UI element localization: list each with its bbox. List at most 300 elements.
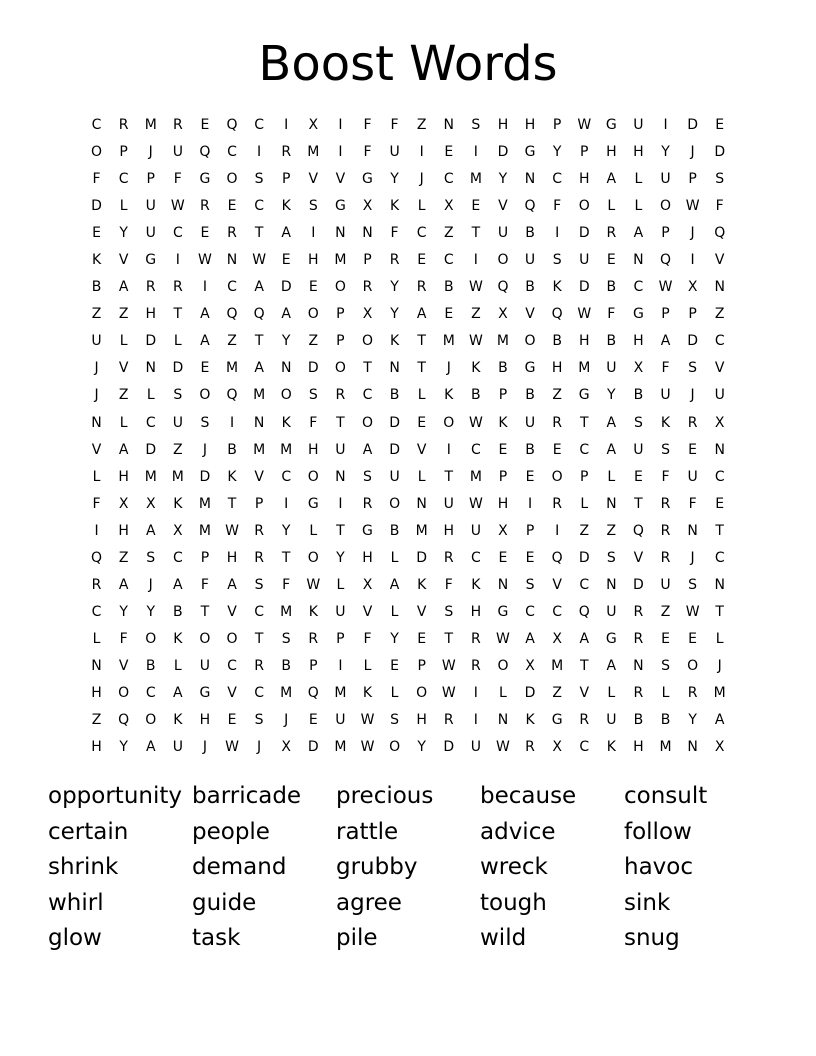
grid-letter: W [441, 657, 456, 674]
grid-letter: C [470, 549, 481, 566]
grid-letter: K [91, 252, 102, 269]
grid-letter: O [389, 739, 401, 756]
grid-letter: Y [607, 387, 616, 404]
grid-letter: D [416, 549, 428, 566]
grid-letter: T [227, 495, 237, 512]
grid-letter: M [144, 117, 157, 133]
page-title: Boost Words [258, 36, 558, 92]
grid-letter: V [118, 657, 129, 674]
grid-letter: E [498, 441, 508, 458]
grid-letter: D [145, 441, 157, 458]
grid-letter: I [175, 252, 180, 269]
grid-letter: S [688, 360, 698, 377]
grid-letter: I [338, 495, 343, 512]
grid-letter: I [229, 414, 235, 431]
grid-letter: N [633, 252, 644, 269]
grid-letter: G [362, 171, 373, 188]
grid-letter: E [417, 630, 427, 647]
grid-letter: S [444, 603, 454, 620]
grid-letter: F [390, 225, 399, 242]
grid-row [83, 519, 733, 546]
grid-letter: J [717, 657, 722, 674]
grid-letter: K [227, 468, 237, 485]
grid-letter: R [389, 252, 400, 269]
grid-letter: M [713, 684, 726, 701]
grid-letter: E [471, 198, 481, 215]
grid-letter: Q [91, 549, 103, 566]
grid-letter: A [362, 441, 373, 458]
grid-letter: V [91, 441, 102, 458]
grid-letter: F [715, 198, 724, 215]
grid-letter: C [579, 441, 590, 458]
grid-letter: P [200, 549, 210, 566]
grid-letter: U [633, 117, 644, 133]
grid-letter: H [118, 468, 129, 485]
grid-letter: M [307, 144, 320, 161]
grid-letter: C [470, 441, 481, 458]
grid-letter: S [606, 549, 616, 566]
grid-letter: K [444, 387, 454, 404]
grid-letter: W [468, 333, 483, 350]
grid-letter: U [172, 739, 183, 756]
grid-letter: I [473, 144, 478, 161]
grid-letter: C [91, 603, 102, 620]
grid-letter: O [91, 144, 103, 161]
grid-letter: K [660, 414, 671, 431]
grid-letter: U [660, 387, 671, 404]
grid-letter: M [225, 360, 239, 377]
grid-letter: E [606, 252, 616, 269]
grid-letter: E [227, 198, 237, 215]
grid-letter: M [280, 684, 293, 701]
grid-letter: F [553, 198, 562, 215]
grid-letter: J [202, 739, 207, 756]
grid-letter: I [690, 252, 695, 269]
grid-letter: N [145, 360, 156, 377]
grid-letter: M [334, 684, 347, 701]
grid-letter: O [416, 684, 428, 701]
grid-letter: W [496, 739, 510, 756]
grid-letter: S [633, 414, 643, 431]
grid-letter: T [336, 522, 345, 539]
grid-letter: L [363, 657, 372, 674]
grid-letter: E [200, 225, 210, 242]
grid-letter: V [579, 684, 590, 701]
grid-letter: F [363, 630, 372, 647]
grid-letter: U [470, 522, 481, 539]
grid-letter: C [443, 252, 454, 269]
grid-letter: C [227, 657, 237, 674]
grid-letter: X [362, 306, 373, 323]
grid-letter: T [444, 630, 454, 647]
grid-letter: X [552, 739, 562, 756]
grid-letter: F [688, 495, 697, 512]
grid-letter: U [199, 657, 211, 674]
grid-letter: E [200, 360, 210, 377]
grid-letter: O [361, 414, 373, 431]
grid-letter: R [606, 225, 617, 242]
grid-letter: C [254, 603, 264, 620]
grid-letter: K [471, 576, 481, 593]
grid-letter: O [578, 198, 590, 215]
grid-letter: W [577, 117, 592, 133]
grid-letter: R [308, 630, 319, 647]
grid-letter: C [254, 684, 264, 701]
word-list-item: pile [336, 925, 378, 951]
grid-letter: M [442, 333, 455, 350]
grid-letter: Q [226, 387, 238, 404]
grid-letter: A [389, 576, 400, 593]
grid-letter: M [334, 252, 347, 269]
grid-letter: O [334, 279, 346, 296]
word-list-item: whirl [48, 889, 104, 916]
grid-letter: A [660, 333, 671, 350]
grid-letter: K [417, 576, 427, 593]
grid-letter: N [253, 414, 265, 431]
grid-letter: O [145, 712, 157, 729]
grid-letter: P [309, 657, 318, 674]
grid-letter: P [498, 387, 508, 404]
grid-letter: C [525, 603, 535, 620]
grid-letter: E [444, 306, 454, 323]
grid-letter: J [94, 360, 99, 377]
grid-letter: U [91, 333, 102, 350]
grid-letter: N [606, 576, 617, 593]
grid-letter: N [362, 225, 373, 242]
grid-letter: X [525, 657, 535, 674]
grid-letter: Y [119, 225, 128, 242]
grid-letter: I [284, 495, 289, 512]
grid-letter: I [311, 225, 316, 242]
grid-letter: E [417, 414, 427, 431]
grid-letter: T [336, 414, 345, 431]
grid-letter: Q [118, 712, 130, 729]
grid-letter: C [579, 576, 590, 593]
grid-letter: X [308, 117, 319, 133]
grid-letter: N [335, 468, 346, 485]
grid-letter: T [715, 603, 724, 620]
word-list-item: shrink [48, 854, 119, 880]
grid-letter: V [118, 252, 129, 269]
grid-letter: R [633, 603, 644, 620]
grid-letter: Z [173, 441, 183, 458]
grid-letter: E [715, 495, 725, 512]
grid-letter: X [118, 495, 129, 512]
grid-letter: A [118, 441, 129, 458]
grid-letter: U [145, 225, 156, 242]
grid-letter: Y [688, 712, 697, 729]
grid-letter: C [172, 549, 183, 566]
grid-letter: N [714, 279, 725, 296]
grid-letter: I [473, 684, 478, 701]
grid-letter: X [552, 630, 562, 647]
grid-letter: C [254, 117, 264, 133]
grid-letter: R [470, 630, 481, 647]
grid-letter: A [145, 739, 156, 756]
letter-grid [83, 113, 733, 762]
grid-letter: S [715, 171, 725, 188]
grid-letter: T [254, 333, 264, 350]
grid-letter: I [555, 522, 560, 539]
grid-letter: M [198, 522, 211, 539]
word-list-item: follow [624, 818, 692, 845]
grid-letter: E [308, 279, 318, 296]
grid-letter: H [633, 144, 644, 161]
grid-letter: W [468, 495, 483, 512]
grid-letter: H [551, 360, 563, 377]
word-list-item: because [480, 783, 577, 809]
grid-letter: N [633, 657, 644, 674]
grid-letter: E [444, 144, 454, 161]
grid-letter: O [660, 198, 672, 215]
grid-letter: N [714, 441, 725, 458]
grid-letter: R [254, 522, 264, 539]
grid-letter: B [606, 279, 617, 296]
grid-letter: O [524, 333, 536, 350]
grid-letter: N [280, 360, 292, 377]
grid-letter: O [443, 414, 455, 431]
grid-letter: Q [714, 225, 726, 242]
grid-letter: N [524, 171, 536, 188]
grid-letter: D [280, 279, 292, 296]
grid-letter: L [92, 630, 101, 647]
grid-letter: K [389, 333, 400, 350]
grid-letter: R [660, 549, 671, 566]
grid-letter: R [254, 549, 264, 566]
grid-letter: K [173, 712, 183, 729]
grid-letter: U [470, 739, 481, 756]
grid-letter: O [199, 387, 211, 404]
grid-letter: M [280, 441, 293, 458]
grid-letter: U [524, 414, 536, 431]
grid-letter: Z [552, 684, 562, 701]
grid-letter: U [172, 144, 183, 161]
grid-letter: U [606, 712, 617, 729]
grid-letter: I [473, 252, 478, 269]
grid-letter: E [92, 225, 101, 242]
grid-row [83, 275, 733, 302]
grid-letter: B [606, 333, 617, 350]
grid-letter: M [171, 468, 184, 485]
grid-letter: E [281, 252, 291, 269]
grid-letter: L [580, 495, 589, 512]
grid-letter: C [552, 603, 563, 620]
grid-letter: N [416, 495, 427, 512]
grid-letter: S [661, 657, 670, 674]
grid-letter: B [660, 712, 671, 729]
grid-letter: M [144, 468, 157, 485]
grid-letter: O [551, 468, 563, 485]
grid-letter: R [362, 495, 373, 512]
grid-letter: P [688, 171, 697, 188]
grid-letter: H [633, 333, 644, 350]
grid-letter: P [336, 630, 345, 647]
grid-letter: J [446, 360, 451, 377]
grid-letter: R [145, 279, 156, 296]
word-list-item: havoc [624, 854, 693, 880]
word-list-item: barricade [192, 783, 302, 809]
grid-letter: E [498, 549, 508, 566]
grid-letter: U [335, 712, 346, 729]
grid-letter: Z [471, 306, 481, 323]
grid-letter: W [225, 739, 239, 756]
grid-letter: A [606, 657, 617, 674]
grid-letter: S [254, 712, 264, 729]
word-list-item: consult [624, 783, 708, 809]
grid-letter: R [552, 495, 562, 512]
grid-letter: R [552, 414, 562, 431]
grid-letter: X [498, 522, 508, 539]
grid-letter: C [172, 225, 183, 242]
grid-letter: Z [606, 522, 617, 539]
grid-letter: B [498, 360, 508, 377]
grid-letter: L [173, 333, 182, 350]
grid-letter: S [308, 198, 318, 215]
word-list [48, 780, 768, 958]
grid-letter: D [307, 739, 319, 756]
grid-letter: W [360, 712, 375, 729]
grid-letter: C [714, 333, 725, 350]
grid-letter: N [91, 414, 102, 431]
grid-letter: K [552, 279, 562, 296]
grid-letter: Y [498, 171, 508, 188]
grid-letter: L [119, 333, 128, 350]
grid-letter: Q [497, 279, 509, 296]
grid-row [83, 356, 733, 383]
grid-letter: H [578, 171, 590, 188]
grid-letter: T [634, 495, 643, 512]
grid-letter: F [282, 576, 291, 593]
grid-letter: P [661, 306, 670, 323]
grid-letter: C [714, 549, 725, 566]
grid-letter: Y [390, 306, 399, 323]
grid-letter: E [552, 441, 562, 458]
grid-letter: I [446, 441, 451, 458]
grid-letter: E [633, 468, 643, 485]
grid-letter: W [685, 603, 700, 620]
grid-letter: L [173, 657, 182, 674]
grid-letter: A [200, 306, 210, 323]
grid-letter: L [607, 684, 616, 701]
grid-letter: C [227, 144, 237, 161]
grid-row [83, 167, 733, 194]
grid-letter: Y [119, 603, 128, 620]
grid-letter: H [633, 739, 644, 756]
grid-letter: T [471, 225, 481, 242]
grid-letter: R [91, 576, 102, 593]
grid-letter: L [146, 387, 155, 404]
grid-letter: K [498, 414, 508, 431]
grid-letter: Z [552, 387, 562, 404]
grid-letter: G [199, 171, 211, 188]
grid-letter: G [199, 684, 211, 701]
grid-letter: Q [307, 684, 319, 701]
grid-letter: D [524, 684, 536, 701]
grid-letter: P [525, 522, 535, 539]
grid-letter: N [91, 657, 102, 674]
grid-letter: Z [91, 306, 102, 323]
grid-letter: J [202, 441, 207, 458]
grid-letter: U [633, 441, 644, 458]
grid-letter: L [390, 603, 399, 620]
grid-letter: Q [551, 549, 563, 566]
word-list-item: people [192, 818, 270, 845]
grid-letter: P [688, 306, 697, 323]
grid-letter: L [634, 171, 643, 188]
grid-letter: Y [390, 171, 399, 188]
grid-letter: N [606, 495, 617, 512]
grid-letter: R [172, 117, 183, 133]
grid-letter: S [281, 630, 291, 647]
grid-letter: R [416, 279, 427, 296]
grid-letter: R [443, 712, 454, 729]
grid-letter: Q [226, 306, 238, 323]
grid-letter: Y [336, 549, 345, 566]
grid-letter: R [281, 144, 292, 161]
grid-letter: T [417, 333, 426, 350]
grid-letter: M [578, 360, 591, 377]
grid-letter: X [281, 739, 291, 756]
grid-letter: A [254, 279, 264, 296]
grid-letter: K [362, 684, 373, 701]
word-list-item: snug [624, 925, 680, 951]
grid-letter: R [470, 657, 481, 674]
grid-letter: H [362, 549, 373, 566]
grid-letter: L [634, 198, 643, 215]
grid-letter: Z [660, 603, 671, 620]
grid-letter: I [419, 144, 424, 161]
grid-letter: G [524, 360, 536, 377]
grid-letter: F [309, 414, 318, 431]
grid-letter: C [254, 198, 264, 215]
grid-letter: N [687, 522, 698, 539]
grid-letter: R [118, 117, 129, 133]
grid-letter: W [252, 252, 267, 269]
grid-letter: F [173, 171, 182, 188]
grid-letter: W [441, 684, 456, 701]
grid-letter: C [281, 468, 292, 485]
word-list-item: sink [624, 889, 671, 916]
grid-letter: X [687, 279, 698, 296]
grid-letter: A [173, 576, 183, 593]
grid-letter: L [336, 576, 345, 593]
grid-letter: L [607, 468, 616, 485]
grid-letter: C [552, 171, 563, 188]
grid-letter: I [338, 117, 343, 133]
grid-letter: A [633, 225, 644, 242]
grid-letter: G [307, 495, 319, 512]
grid-letter: P [580, 468, 589, 485]
grid-letter: K [308, 603, 318, 620]
grid-row [83, 221, 733, 248]
grid-letter: W [225, 522, 239, 539]
grid-letter: J [148, 576, 153, 593]
grid-letter: D [578, 225, 590, 242]
grid-letter: C [714, 468, 725, 485]
grid-letter: O [307, 549, 319, 566]
grid-letter: D [714, 144, 726, 161]
grid-letter: D [687, 333, 698, 350]
grid-letter: Z [118, 549, 129, 566]
grid-letter: C [633, 279, 644, 296]
grid-letter: X [498, 306, 508, 323]
grid-letter: D [443, 739, 455, 756]
grid-letter: T [281, 549, 291, 566]
grid-letter: F [444, 576, 453, 593]
grid-letter: N [443, 117, 454, 133]
grid-letter: C [362, 387, 373, 404]
word-list-item: precious [336, 783, 434, 809]
